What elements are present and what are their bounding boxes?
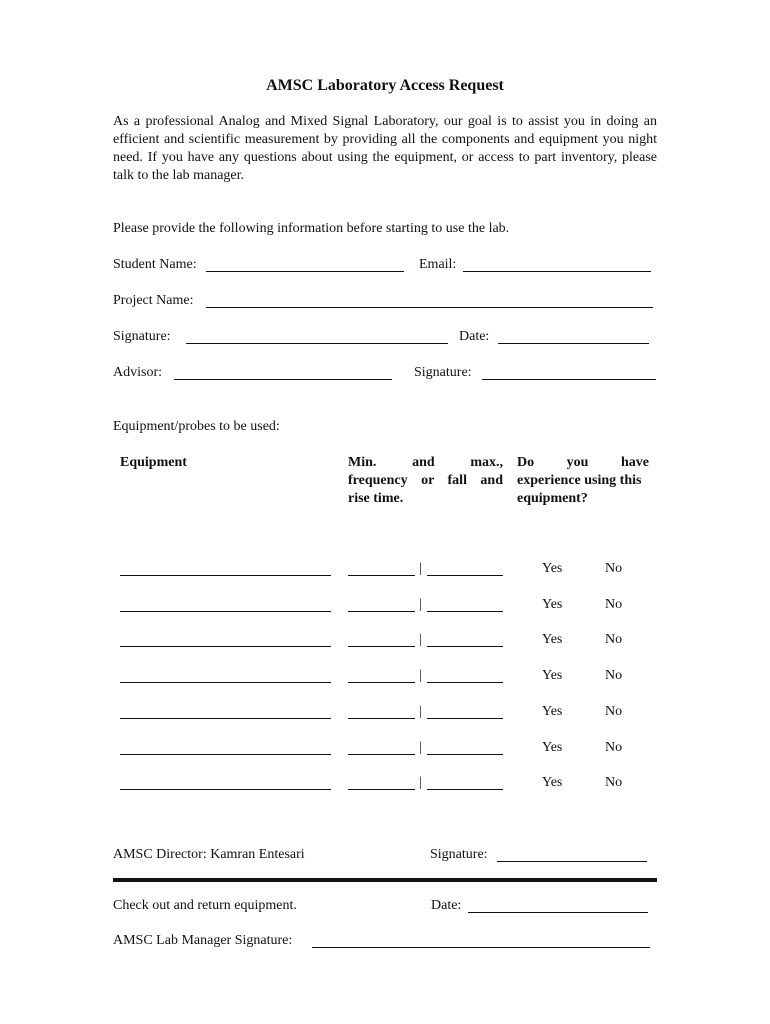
min-value-field[interactable] [348, 754, 415, 755]
equipment-column-header: Equipment [120, 455, 187, 470]
max-value-field[interactable] [427, 789, 503, 790]
manager-signature-field[interactable] [312, 947, 650, 948]
checkout-label: Check out and return equipment. [113, 898, 297, 913]
min-value-field[interactable] [348, 789, 415, 790]
range-separator: | [419, 632, 422, 647]
yes-option[interactable]: Yes [542, 740, 563, 755]
no-option[interactable]: No [605, 597, 623, 612]
no-option[interactable]: No [605, 704, 623, 719]
no-option[interactable]: No [605, 668, 623, 683]
no-option[interactable]: No [605, 775, 623, 790]
range-separator: | [419, 775, 422, 790]
advisor-label: Advisor: [113, 365, 162, 380]
yes-option[interactable]: Yes [542, 775, 563, 790]
section-divider [113, 878, 657, 882]
no-option[interactable]: No [605, 740, 623, 755]
max-value-field[interactable] [427, 575, 503, 576]
equipment-name-field[interactable] [120, 754, 331, 755]
manager-signature-label: AMSC Lab Manager Signature: [113, 933, 293, 948]
checkout-date-label: Date: [431, 898, 462, 913]
page-title: AMSC Laboratory Access Request [266, 77, 504, 94]
frequency-header-line1: Min. and max., [348, 455, 503, 470]
equipment-name-field[interactable] [120, 646, 331, 647]
range-separator: | [419, 561, 422, 576]
equipment-name-field[interactable] [120, 682, 331, 683]
email-field[interactable] [463, 271, 651, 272]
min-value-field[interactable] [348, 718, 415, 719]
yes-option[interactable]: Yes [542, 704, 563, 719]
equipment-name-field[interactable] [120, 789, 331, 790]
range-separator: | [419, 668, 422, 683]
equipment-name-field[interactable] [120, 575, 331, 576]
date-field[interactable] [498, 343, 649, 344]
signature-label: Signature: [113, 329, 171, 344]
max-value-field[interactable] [427, 754, 503, 755]
no-option[interactable]: No [605, 561, 623, 576]
equipment-section-label: Equipment/probes to be used: [113, 419, 280, 434]
frequency-header-line3: rise time. [348, 491, 404, 506]
director-signature-field[interactable] [497, 861, 647, 862]
yes-option[interactable]: Yes [542, 561, 563, 576]
advisor-signature-label: Signature: [414, 365, 472, 380]
project-name-field[interactable] [206, 307, 653, 308]
range-separator: | [419, 597, 422, 612]
intro-paragraph: As a professional Analog and Mixed Signal Laboratory, our goal is to assist you in doing an efficient and scientific measurement by providing all the components and equipment you night need. If you have any questions about using the equipment, or access to part inventory, please talk to the lab manager. [113, 114, 657, 183]
instruction-text: Please provide the following information before starting to use the lab. [113, 221, 510, 236]
yes-option[interactable]: Yes [542, 632, 563, 647]
experience-header-line2: experience using this [517, 473, 642, 488]
min-value-field[interactable] [348, 575, 415, 576]
project-name-label: Project Name: [113, 293, 194, 308]
max-value-field[interactable] [427, 646, 503, 647]
max-value-field[interactable] [427, 718, 503, 719]
max-value-field[interactable] [427, 682, 503, 683]
signature-field[interactable] [186, 343, 448, 344]
min-value-field[interactable] [348, 611, 415, 612]
frequency-header-line2: frequency or fall and [348, 473, 503, 488]
advisor-signature-field[interactable] [482, 379, 656, 380]
equipment-name-field[interactable] [120, 718, 331, 719]
yes-option[interactable]: Yes [542, 597, 563, 612]
date-label: Date: [459, 329, 490, 344]
min-value-field[interactable] [348, 646, 415, 647]
range-separator: | [419, 740, 422, 755]
student-name-field[interactable] [206, 271, 404, 272]
advisor-field[interactable] [174, 379, 392, 380]
email-label: Email: [419, 257, 457, 272]
no-option[interactable]: No [605, 632, 623, 647]
student-name-label: Student Name: [113, 257, 197, 272]
director-label: AMSC Director: Kamran Entesari [113, 847, 305, 862]
equipment-name-field[interactable] [120, 611, 331, 612]
min-value-field[interactable] [348, 682, 415, 683]
experience-header-line3: equipment? [517, 491, 588, 506]
range-separator: | [419, 704, 422, 719]
max-value-field[interactable] [427, 611, 503, 612]
director-signature-label: Signature: [430, 847, 488, 862]
experience-header-line1: Do you have [517, 455, 649, 470]
checkout-date-field[interactable] [468, 912, 648, 913]
yes-option[interactable]: Yes [542, 668, 563, 683]
